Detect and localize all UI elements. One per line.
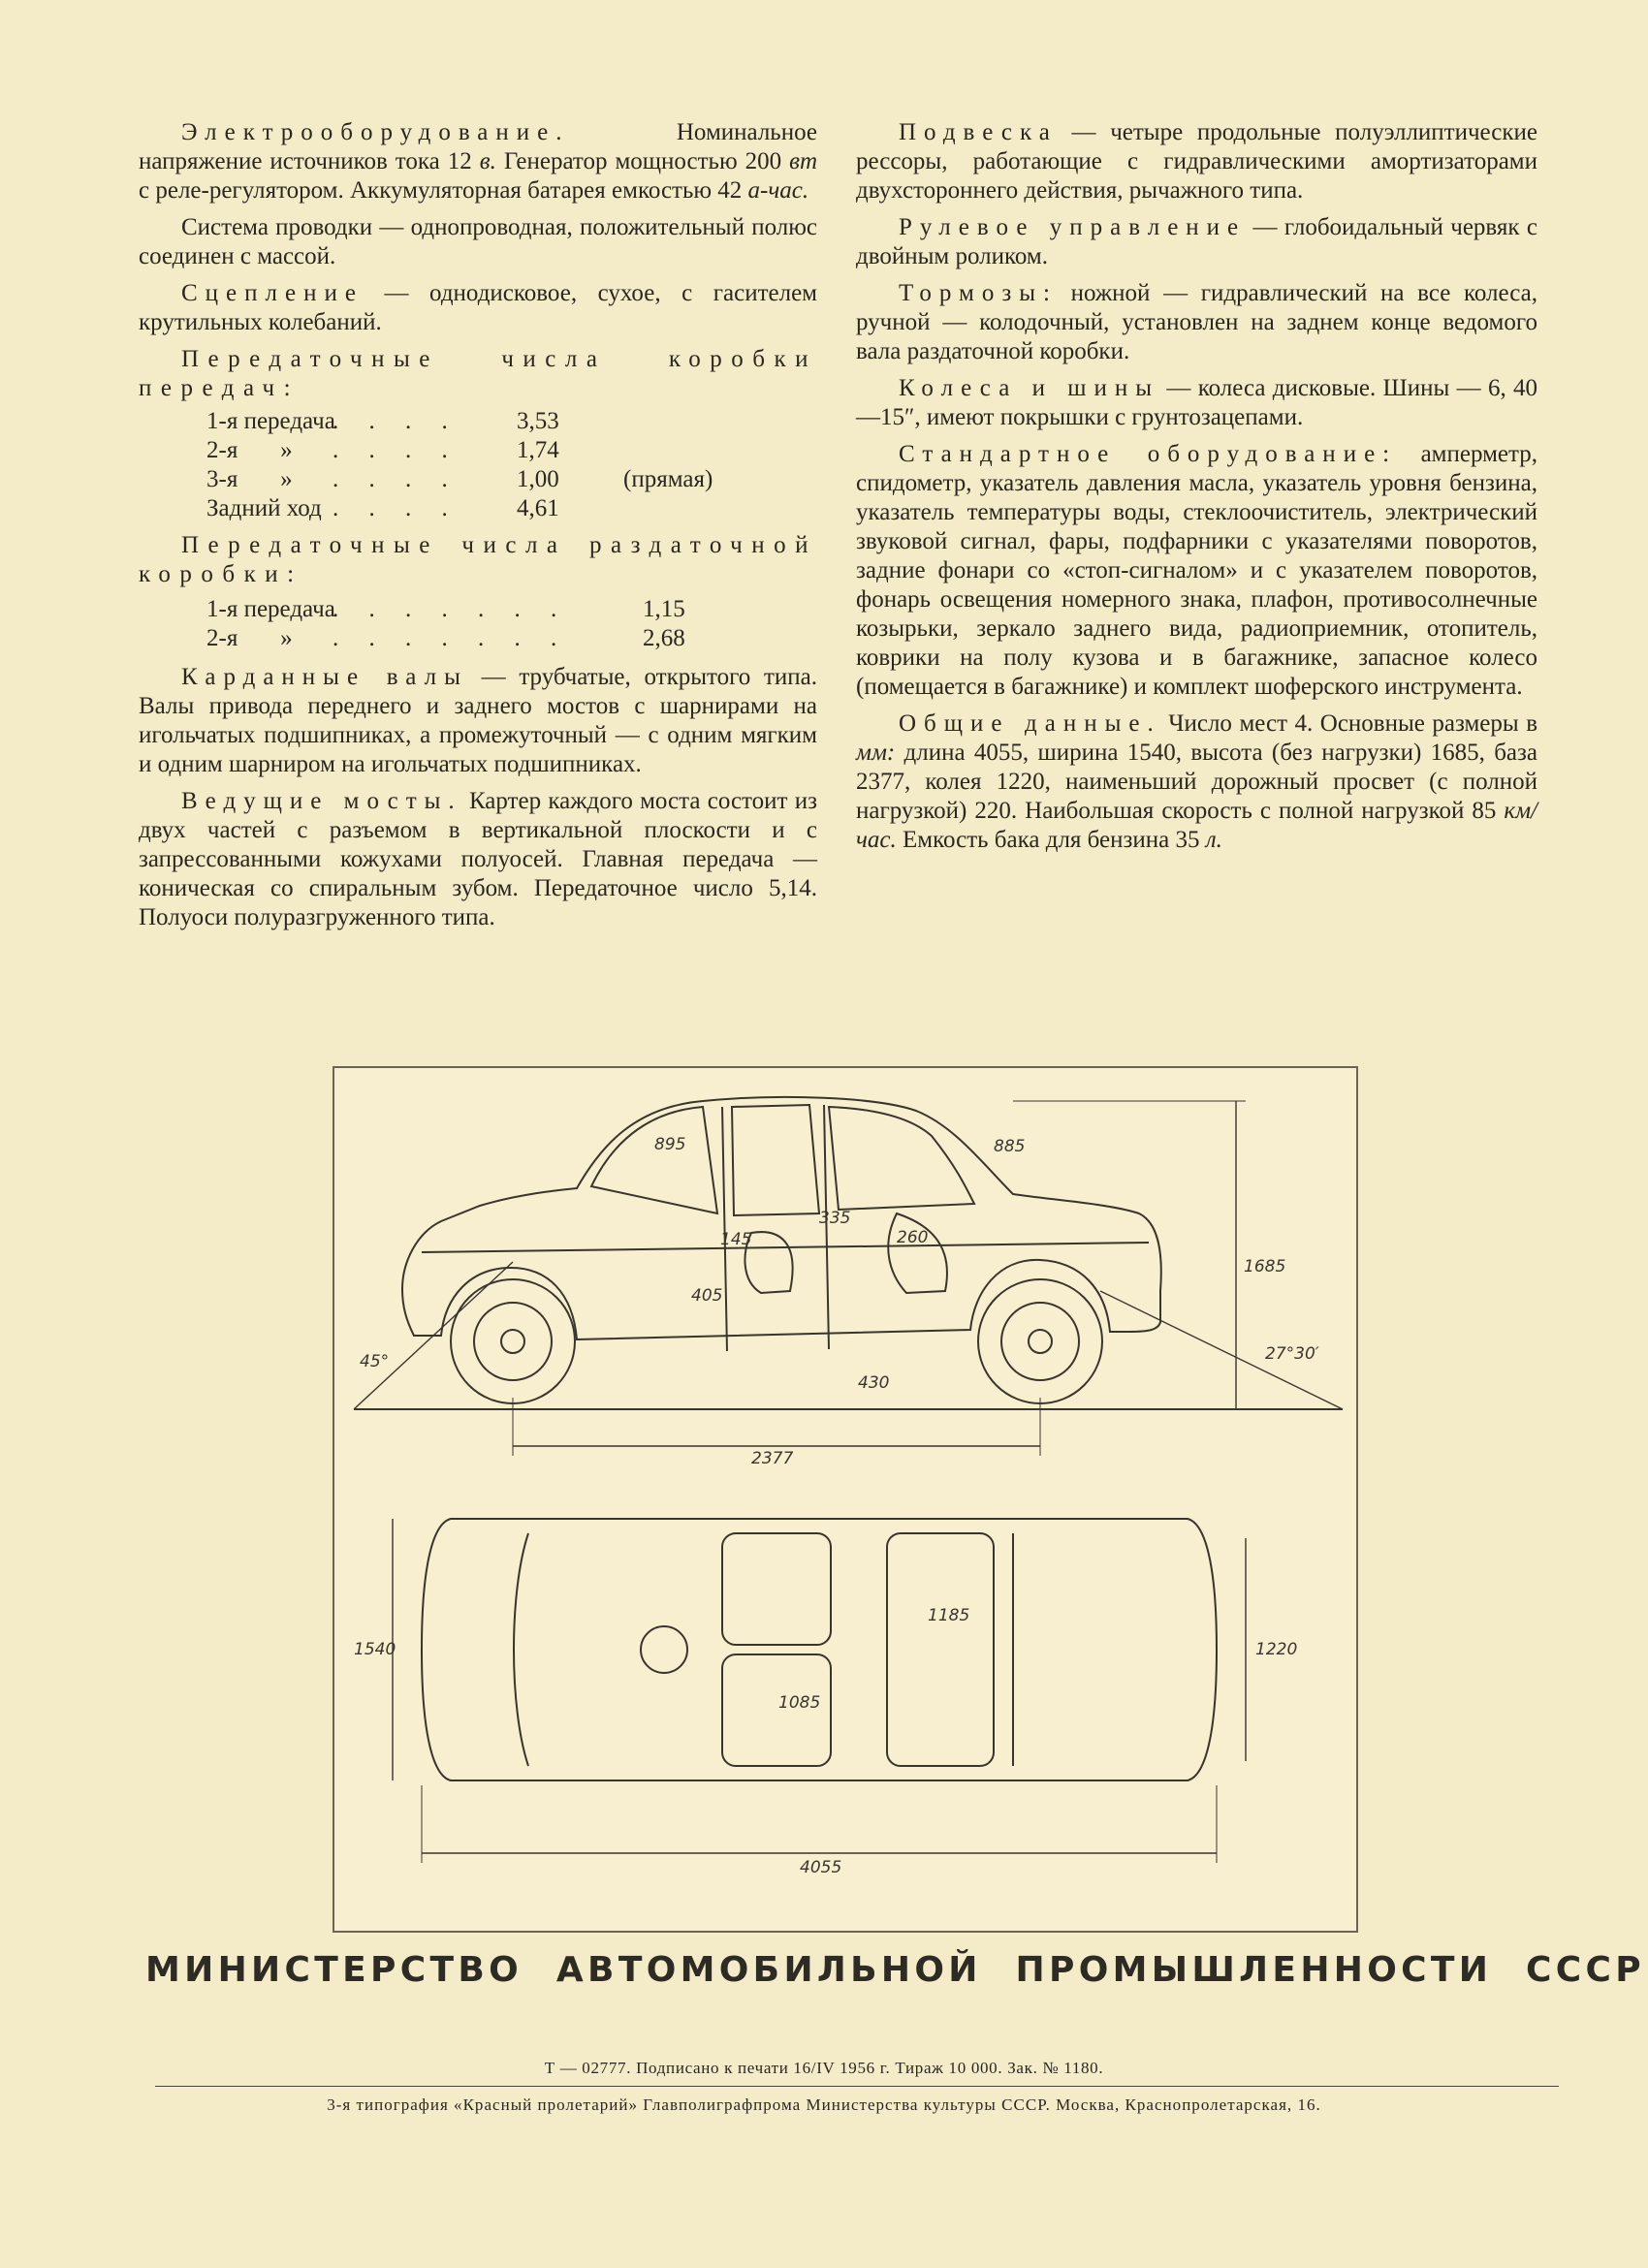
dim-angle-rear: 27°30′ — [1265, 1344, 1319, 1364]
left-column — [139, 118, 817, 940]
general-paragraph: Общие данные. Число мест 4. Основные размеры в мм: длина 4055, ширина 1540, высота (без нагрузки) 1685, база 2377, колея 1220, наименьший дорожный просвет (с полной нагрузкой) 220. Наибольшая скорость с полной нагрузкой 85 км/час. Емкость бака для бензина 35 л. — [856, 710, 1538, 853]
dim-405: 405 — [691, 1286, 723, 1306]
dim-track: 1220 — [1255, 1640, 1298, 1659]
car-drawing-svg — [334, 1068, 1356, 1931]
brakes-paragraph: Тормозы: ножной — гидравлический на все колеса, ручной — колодочный, установлен на заднем конце ведомого вала раздаточной коробки. — [856, 280, 1537, 364]
dim-335: 335 — [819, 1209, 851, 1228]
gear-name: 2-я » — [206, 625, 293, 651]
rear-seat-top — [887, 1533, 994, 1766]
electrical-paragraph: Электрооборудование. Номинальное напряжение источников тока 12 в. Генератор мощностью 200 вт с реле-регулятором. Аккумуляторная батарея емкостью 42 а-час. — [139, 119, 818, 204]
dim-885: 885 — [994, 1137, 1026, 1156]
front-window — [591, 1107, 717, 1213]
dim-260: 260 — [897, 1228, 929, 1247]
footer-divider — [155, 2086, 1559, 2087]
dim-width: 1540 — [354, 1640, 396, 1659]
steering-wheel — [641, 1626, 687, 1673]
gear-name: Задний ход — [206, 495, 322, 521]
dim-wheelbase: 2377 — [751, 1449, 794, 1468]
front-wheel — [451, 1279, 575, 1403]
front-seat — [745, 1232, 792, 1293]
printer-line: 3-я типография «Красный пролетарий» Главполиграфпрома Министерства культуры СССР. Москва, Краснопролетарская, 16. — [327, 2095, 1321, 2114]
door-line-1 — [722, 1107, 727, 1351]
side-window-1 — [732, 1105, 819, 1215]
driveshafts-paragraph: Карданные валы — трубчатые, открытого типа. Валы привода переднего и заднего мостов с шарнирами на игольчатых подшипниках, а промежуточный — с одним мягким и одним шарниром на игольчатых подшипниках. — [139, 664, 817, 777]
dim-430: 430 — [858, 1373, 890, 1393]
transfer-heading: Передаточные числа раздаточной коробки: — [139, 532, 817, 587]
rear-seat — [888, 1213, 947, 1293]
gear-name: 3-я » — [206, 466, 293, 492]
dim-145: 145 — [720, 1230, 752, 1249]
axles-paragraph: Ведущие мосты. Картер каждого моста состоит из двух частей с разъемом в вертикальной плоскости и с запрессованными кожухами полуосей. Главная передача — коническая со спиральным зубом. Передаточное число 5,14. Полуоси полуразгруженного типа. — [139, 788, 817, 930]
gear-name: 2-я » — [206, 437, 293, 463]
rear-wheel — [978, 1279, 1102, 1403]
car-top-body — [422, 1519, 1217, 1780]
side-window-2 — [829, 1107, 974, 1210]
equipment-paragraph: Стандартное оборудование: амперметр, спидометр, указатель давления масла, указатель уровня бензина, указатель температуры воды, стеклоочиститель, электрический звуковой сигнал, фары, подфарники с указателями поворотов, задние фонари со «стоп-сигналом» и с указателем поворотов, фонарь освещения номерного знака, плафон, противосолнечные козырьки, зеркало заднего вида, радиоприемник, отопитель, коврики на полу кузова и в багажнике, запасное колесо (помещается в багажнике) и комплект шоферского инструмента. — [856, 441, 1537, 700]
dim-length: 4055 — [800, 1858, 842, 1877]
transfer-table: 1-я передача . . . . . . . 1,15 2-я » . . . . . . . 2,68 — [206, 596, 685, 651]
dim-895: 895 — [654, 1135, 686, 1154]
gear-name: 1-я передача — [206, 408, 335, 434]
dim-angle-front: 45° — [360, 1352, 390, 1371]
windshield-top — [514, 1533, 528, 1766]
gearbox-heading: Передаточные числа коробки передач: — [139, 346, 817, 401]
suspension-paragraph: Подвеска — четыре продольные полуэллиптические рессоры, работающие с гидравлическими амортизаторами двухстороннего действия, рычажного типа. — [856, 119, 1537, 204]
right-column — [856, 118, 1537, 863]
dim-1185: 1185 — [928, 1606, 970, 1625]
ministry-title: МИНИСТЕРСТВО АВТОМОБИЛЬНОЙ ПРОМЫШЛЕННОСТИ СССР — [145, 1950, 1645, 1990]
gearbox-table: 1-я передача . . . . 3,53 2-я » . . . . 1,74 3-я » . . . . 1,00 (прямая) Задний ход . . . . 4,61 — [206, 408, 713, 521]
wheels-paragraph: Колеса и шины — колеса дисковые. Шины — 6, 40—15″, имеют покрышки с грунтозацепами. — [856, 375, 1537, 430]
imprint-line: Т — 02777. Подписано к печати 16/IV 1956 г. Тираж 10 000. Зак. № 1180. — [544, 2059, 1104, 2077]
gear-name: 1-я передача — [206, 596, 335, 622]
car-dimension-drawing — [333, 1066, 1358, 1933]
wiring-paragraph: Система проводки — однопроводная, положительный полюс соединен с массой. — [139, 214, 817, 269]
steering-paragraph: Рулевое управление — глобоидальный червяк с двойным роликом. — [856, 214, 1537, 269]
dim-1085: 1085 — [778, 1693, 821, 1713]
clutch-paragraph: Сцепление — однодисковое, сухое, с гасителем крутильных колебаний. — [139, 280, 817, 335]
dim-height: 1685 — [1244, 1257, 1286, 1276]
front-seat-left-top — [722, 1533, 831, 1645]
belt-line — [422, 1243, 1149, 1252]
